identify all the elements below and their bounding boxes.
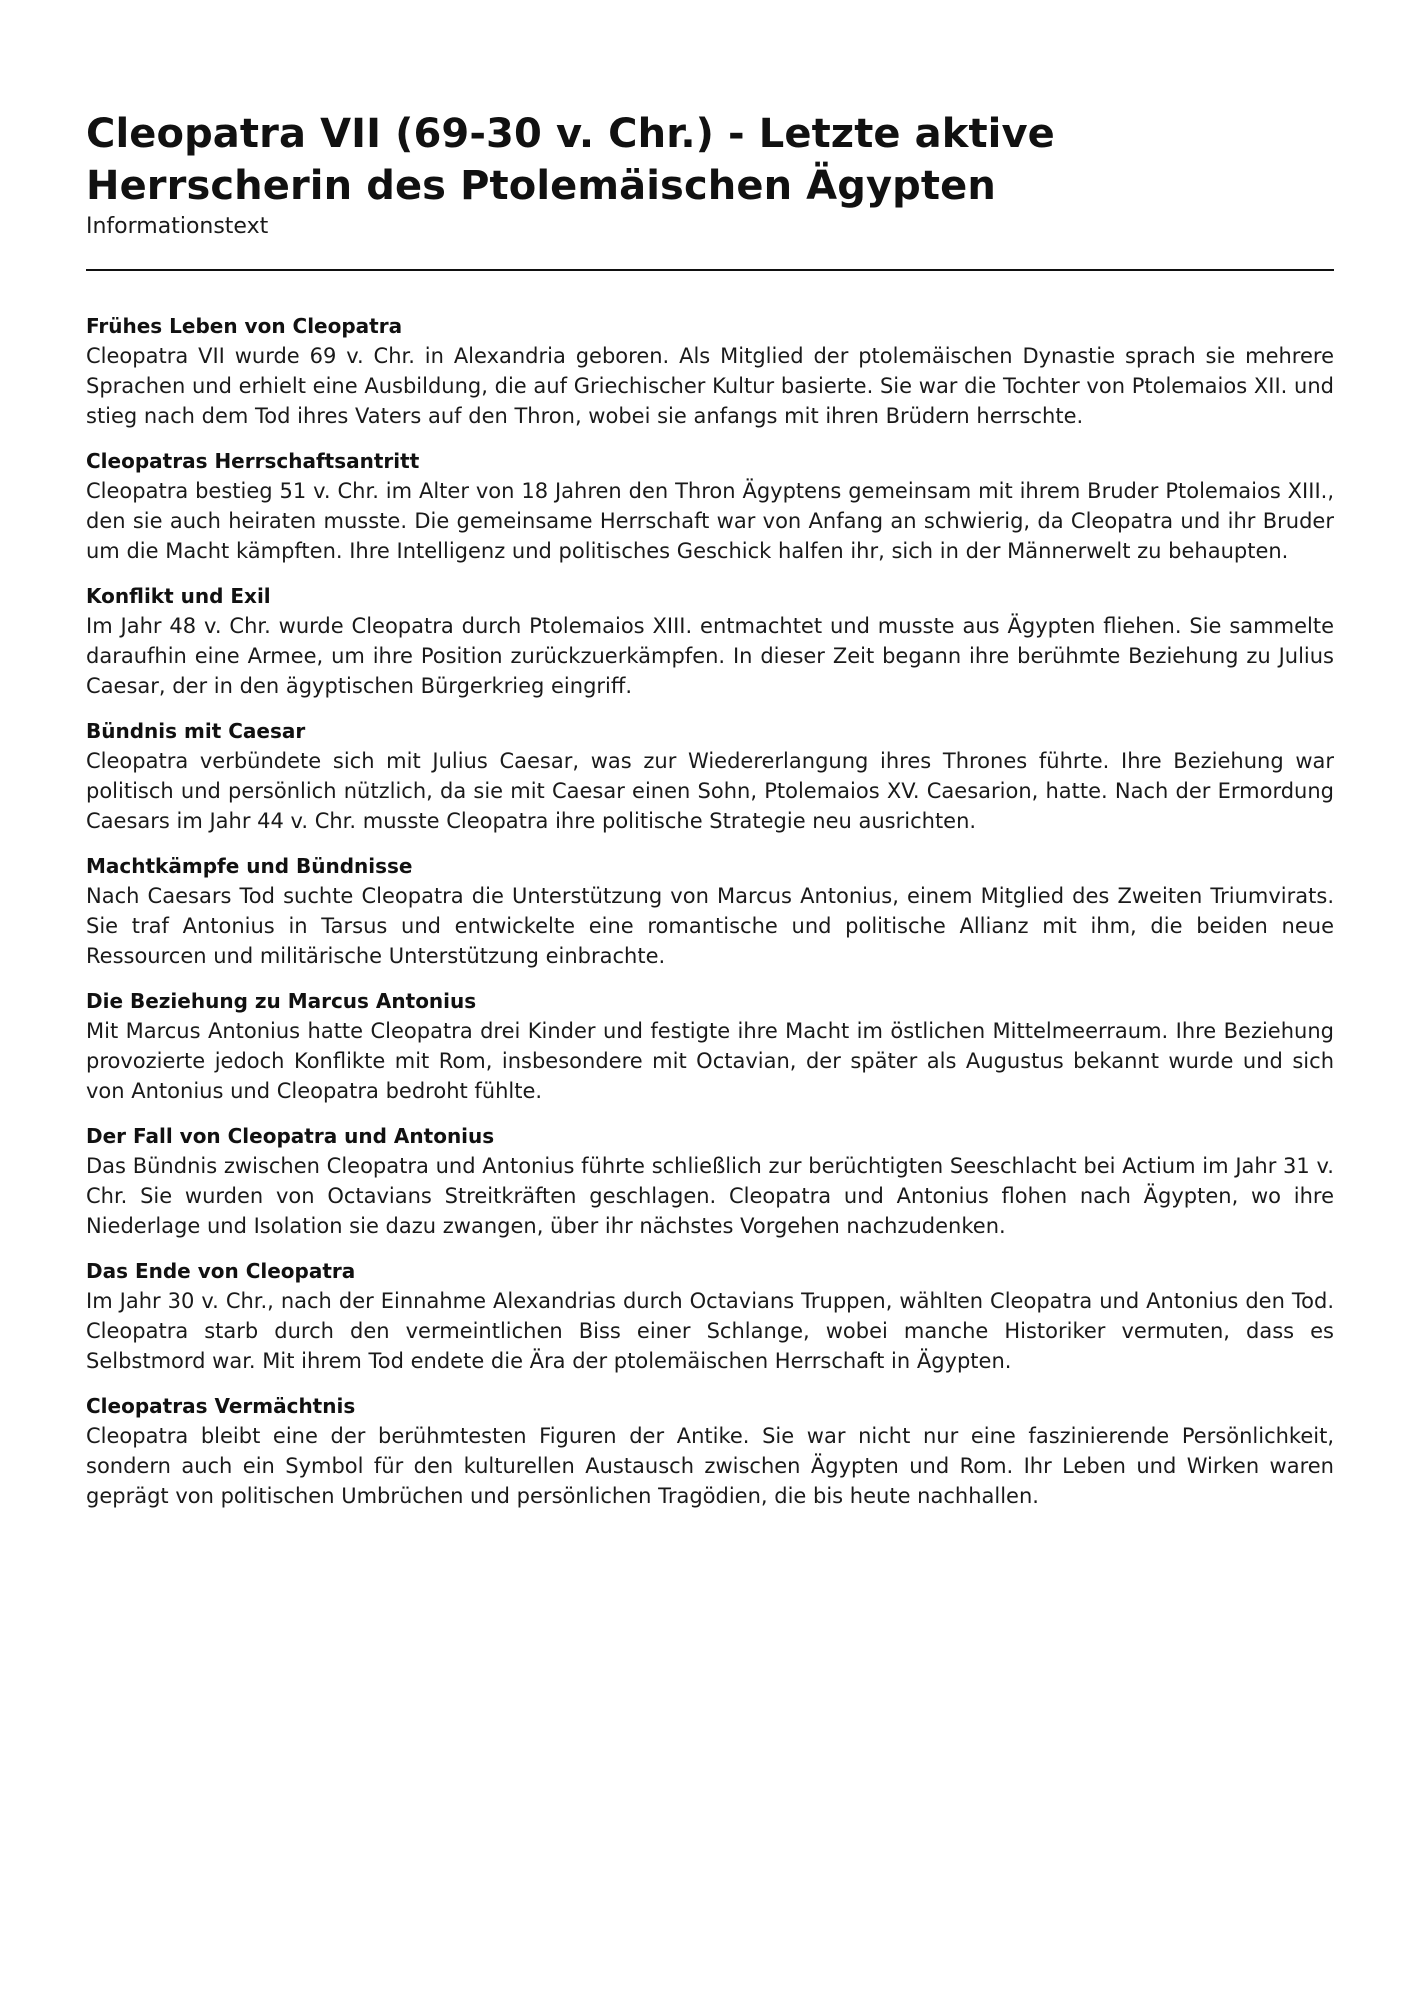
section-paragraph: Das Bündnis zwischen Cleopatra und Antonius führte schließlich zur berüchtigten Seeschlacht bei Actium im Jahr 31 v. Chr. Sie wurden von Octavians Streitkräften geschlagen. Cleopatra und Antonius flohen nach Ägypten, wo ihre Niederlage und Isolation sie dazu zwangen, über ihr nächstes Vorgehen nachzudenken. — [86, 1154, 1334, 1238]
section-buendnis-caesar — [86, 716, 1334, 836]
section-fruehes-leben — [86, 311, 1334, 431]
section-heading: Cleopatras Vermächtnis — [86, 1394, 356, 1418]
section-paragraph: Cleopatra verbündete sich mit Julius Caesar, was zur Wiedererlangung ihres Thrones führte. Ihre Beziehung war politisch und persönlich nützlich, da sie mit Caesar einen Sohn, Ptolemaios XV. Caesarion, hatte. Nach der Ermordung Caesars im Jahr 44 v. Chr. musste Cleopatra ihre politische Strategie neu ausrichten. — [86, 749, 1334, 833]
section-paragraph: Im Jahr 30 v. Chr., nach der Einnahme Alexandrias durch Octavians Truppen, wählten Cleopatra und Antonius den Tod. Cleopatra starb durch den vermeintlichen Biss einer Schlange, wobei manche Historiker vermuten, dass es Selbstmord war. Mit ihrem Tod endete die Ära der ptolemäischen Herrschaft in Ägypten. — [86, 1289, 1334, 1373]
section-fall — [86, 1121, 1334, 1241]
section-heading: Bündnis mit Caesar — [86, 719, 306, 743]
section-beziehung-antonius — [86, 986, 1334, 1106]
section-ende — [86, 1256, 1334, 1376]
section-heading: Konflikt und Exil — [86, 584, 271, 608]
section-paragraph: Mit Marcus Antonius hatte Cleopatra drei Kinder und festigte ihre Macht im östlichen Mittelmeerraum. Ihre Beziehung provozierte jedoch Konflikte mit Rom, insbesondere mit Octavian, der später als Augustus bekannt wurde und sich von Antonius und Cleopatra bedroht fühlte. — [86, 1019, 1334, 1103]
section-heading: Cleopatras Herrschaftsantritt — [86, 449, 420, 473]
section-heading: Der Fall von Cleopatra und Antonius — [86, 1124, 495, 1148]
section-paragraph: Cleopatra bestieg 51 v. Chr. im Alter von 18 Jahren den Thron Ägyptens gemeinsam mit ihrem Bruder Ptolemaios XIII., den sie auch heiraten musste. Die gemeinsame Herrschaft war von Anfang an schwierig, da Cleopatra und ihr Bruder um die Macht kämpften. Ihre Intelligenz und politisches Geschick halfen ihr, sich in der Männerwelt zu behaupten. — [86, 479, 1334, 563]
section-heading: Frühes Leben von Cleopatra — [86, 314, 403, 338]
section-paragraph: Cleopatra VII wurde 69 v. Chr. in Alexandria geboren. Als Mitglied der ptolemäischen Dynastie sprach sie mehrere Sprachen und erhielt eine Ausbildung, die auf Griechischer Kultur basierte. Sie war die Tochter von Ptolemaios XII. und stieg nach dem Tod ihres Vaters auf den Thron, wobei sie anfangs mit ihren Brüdern herrschte. — [86, 344, 1334, 428]
section-heading: Machtkämpfe und Bündnisse — [86, 854, 413, 878]
title-divider — [86, 269, 1334, 271]
section-machtkaempfe — [86, 851, 1334, 971]
section-vermaechtnis — [86, 1391, 1334, 1511]
document-title: Cleopatra VII (69-30 v. Chr.) - Letzte aktive Herrscherin des Ptolemäischen Ägypten — [86, 111, 1055, 209]
section-herrschaftsantritt — [86, 446, 1334, 566]
section-konflikt-exil — [86, 581, 1334, 701]
section-paragraph: Im Jahr 48 v. Chr. wurde Cleopatra durch Ptolemaios XIII. entmachtet und musste aus Ägypten fliehen. Sie sammelte daraufhin eine Armee, um ihre Position zurückzuerkämpfen. In dieser Zeit begann ihre berühmte Beziehung zu Julius Caesar, der in den ägyptischen Bürgerkrieg eingriff. — [86, 614, 1334, 698]
document-subtitle: Informationstext — [86, 214, 269, 239]
section-paragraph: Nach Caesars Tod suchte Cleopatra die Unterstützung von Marcus Antonius, einem Mitglied des Zweiten Triumvirats. Sie traf Antonius in Tarsus und entwickelte eine romantische und politische Allianz mit ihm, die beiden neue Ressourcen und militärische Unterstützung einbrachte. — [86, 884, 1334, 968]
section-heading: Das Ende von Cleopatra — [86, 1259, 356, 1283]
section-paragraph: Cleopatra bleibt eine der berühmtesten Figuren der Antike. Sie war nicht nur eine faszinierende Persönlichkeit, sondern auch ein Symbol für den kulturellen Austausch zwischen Ägypten und Rom. Ihr Leben und Wirken waren geprägt von politischen Umbrüchen und persönlichen Tragödien, die bis heute nachhallen. — [86, 1424, 1334, 1508]
section-heading: Die Beziehung zu Marcus Antonius — [86, 989, 477, 1013]
